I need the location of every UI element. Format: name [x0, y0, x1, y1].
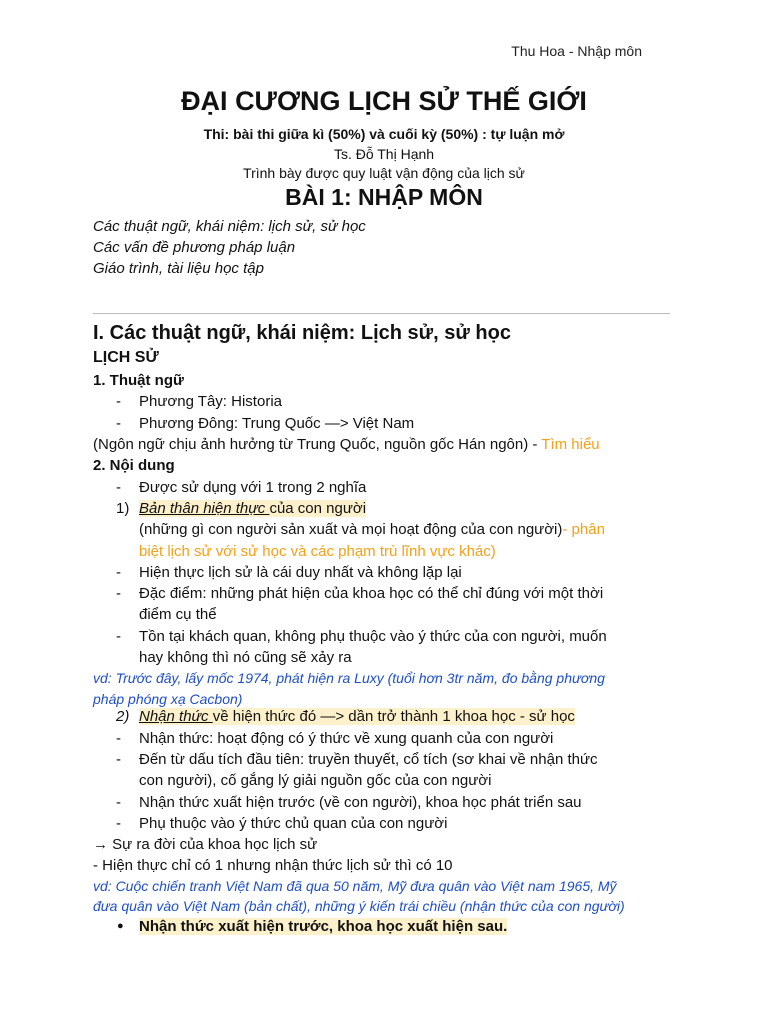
reality-line: - Hiện thực chỉ có 1 nhưng nhận thức lịch sử thì có 10 [93, 857, 453, 874]
numbered-item-rest: của con người [269, 500, 367, 517]
example-note: vd: Cuộc chiến tranh Việt Nam đã qua 50 năm, Mỹ đưa quân vào Việt nam 1965, Mỹ [93, 878, 617, 894]
numbered-item-text [139, 500, 366, 517]
desc-orange: - phân [562, 521, 605, 538]
dash-marker: - [116, 628, 121, 645]
desc-orange-continued: biệt lịch sử với sử học và các phạm trù lĩnh vực khác) [139, 543, 496, 560]
dash-marker: - [116, 585, 121, 602]
dash-marker: - [116, 393, 121, 410]
numbered-item-desc [139, 521, 605, 538]
list-item-text: Được sử dụng với 1 trong 2 nghĩa [139, 479, 367, 496]
section-heading: I. Các thuật ngữ, khái niệm: Lịch sử, sử học [93, 322, 511, 344]
numbered-item-rest: về hiện thức đó —> dần trở thành 1 khoa học - sử học [212, 708, 575, 725]
list-item-text: Đặc điểm: những phát hiện của khoa học có thể chỉ đúng với một thời [139, 585, 604, 602]
dash-marker: - [116, 815, 121, 832]
part1-note-text: (Ngôn ngữ chịu ảnh hưởng từ Trung Quốc, nguồn gốc Hán ngôn) - [93, 436, 542, 453]
dash-marker: - [116, 479, 121, 496]
bullet-text: Nhận thức xuất hiện trước, khoa học xuất hiện sau. [139, 918, 508, 935]
teacher-name: Ts. Đỗ Thị Hạnh [333, 146, 435, 162]
list-item-continued: con người), cố gắng lý giải nguồn gốc của con người [139, 772, 492, 789]
list-item-continued: điểm cụ thể [139, 606, 217, 623]
list-item-text: Đến từ dấu tích đầu tiên: truyền thuyết, cổ tích (sơ khai về nhận thức [139, 751, 598, 768]
intro-item: Các vấn đề phương pháp luận [93, 239, 296, 256]
list-item-text: Nhận thức xuất hiện trước (về con người), khoa học phát triển sau [139, 794, 582, 811]
list-item-text: Nhận thức: hoạt động có ý thức về xung quanh của con người [139, 730, 554, 747]
list-item-text: Phương Đông: Trung Quốc —> Việt Nam [139, 415, 415, 432]
dash-marker: - [116, 751, 121, 768]
part1-note [93, 436, 600, 453]
document-header-label: Thu Hoa - Nhập môn [511, 43, 642, 59]
horizontal-divider [93, 313, 670, 314]
document-title: ĐẠI CƯƠNG LỊCH SỬ THẾ GIỚI [181, 86, 587, 116]
dash-marker: - [116, 415, 121, 432]
lesson-title: BÀI 1: NHẬP MÔN [285, 184, 483, 210]
number-marker: 1) [116, 500, 130, 517]
example-note-continued: đưa quân vào Việt Nam (bản chất), những ý kiến trái chiều (nhận thức của con người) [93, 898, 625, 914]
intro-item: Các thuật ngữ, khái niệm: lịch sử, sử học [93, 218, 366, 235]
arrow-conclusion: → Sự ra đời của khoa học lịch sử [93, 836, 318, 853]
dash-marker: - [116, 564, 121, 581]
part1-title: 1. Thuật ngữ [93, 372, 184, 389]
part2-title: 2. Nội dung [93, 457, 175, 474]
course-goal: Trình bày được quy luật vận động của lịch sử [243, 165, 525, 181]
list-item-text: Tồn tại khách quan, không phụ thuộc vào ý thức của con người, muốn [139, 628, 607, 645]
underlined-term: Nhận thức [139, 708, 213, 725]
list-item-text: Phương Tây: Historia [139, 393, 282, 410]
list-item-continued: hay không thì nó cũng sẽ xảy ra [139, 649, 352, 666]
subheading-lich-su: LỊCH SỬ [93, 349, 159, 366]
numbered-item-text [139, 708, 575, 725]
dash-marker: - [116, 730, 121, 747]
list-item-text: Phụ thuộc vào ý thức chủ quan của con người [139, 815, 448, 832]
exam-info: Thi: bài thi giữa kì (50%) và cuối kỳ (50%) : tự luận mở [203, 126, 565, 142]
intro-list [93, 216, 366, 279]
number-marker: 2) [116, 708, 130, 725]
desc-text: (những gì con người sản xuất và mọi hoạt động của con người) [139, 521, 563, 538]
intro-item: Giáo trình, tài liệu học tập [93, 260, 264, 277]
part1-note-highlight: Tìm hiểu [541, 436, 600, 453]
bullet-marker: ● [117, 920, 124, 932]
list-item-text: Hiện thực lịch sử là cái duy nhất và không lặp lại [139, 564, 462, 581]
example-note-continued: pháp phóng xạ Cacbon) [93, 691, 243, 707]
dash-marker: - [116, 794, 121, 811]
underlined-term: Bản thân hiện thực [139, 500, 270, 517]
example-note: vd: Trước đây, lấy mốc 1974, phát hiện ra Luxy (tuổi hơn 3tr năm, đo bằng phương [93, 670, 605, 686]
